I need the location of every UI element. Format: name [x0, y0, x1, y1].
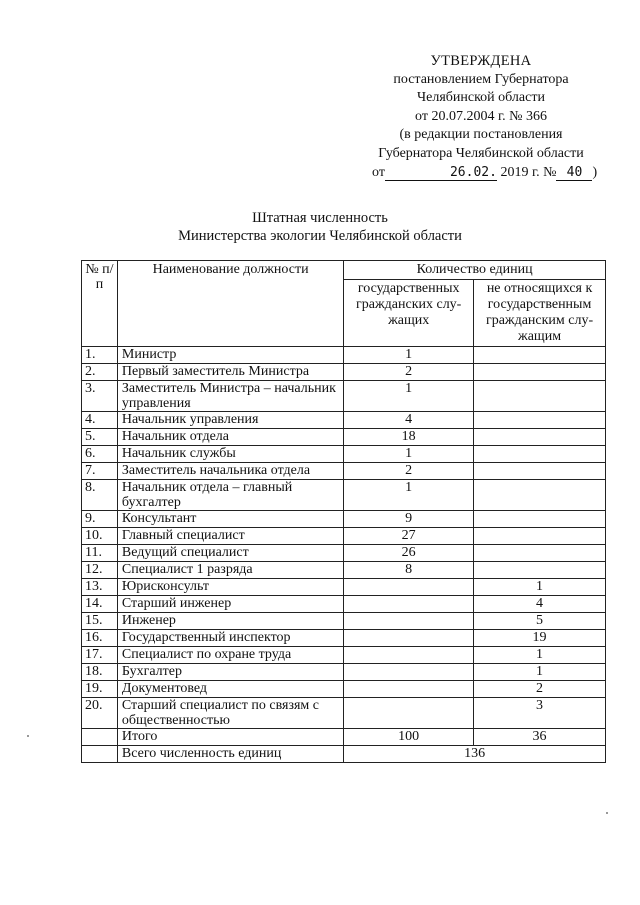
- row-position: Специалист по охране труда: [117, 647, 343, 664]
- row-other-count: 1: [474, 664, 606, 681]
- row-position: Начальник службы: [117, 446, 343, 463]
- row-other-count: [474, 446, 606, 463]
- row-number: 17.: [82, 647, 118, 664]
- table-row: [82, 364, 606, 381]
- empty-cell: [82, 746, 118, 763]
- approval-stamp: [350, 52, 612, 182]
- row-number: 4.: [82, 412, 118, 429]
- row-other-count: [474, 347, 606, 364]
- header-count: Количество единиц: [344, 261, 606, 280]
- row-civil-count: 2: [344, 463, 474, 480]
- document-title: [0, 209, 640, 245]
- date-prefix: от: [372, 164, 385, 180]
- row-number: 2.: [82, 364, 118, 381]
- staff-table: [81, 260, 606, 763]
- amendment-date-field: [385, 165, 497, 181]
- closing-bracket: ): [592, 164, 598, 180]
- grand-total-label: Всего численность единиц: [117, 746, 343, 763]
- row-civil-count: 18: [344, 429, 474, 446]
- header-position: Наименование должности: [117, 261, 343, 347]
- table-row: [82, 647, 606, 664]
- row-other-count: [474, 562, 606, 579]
- amendment-number-field: [556, 165, 592, 181]
- title-line-2: Министерства экологии Челябинской области: [178, 228, 462, 244]
- table-row: [82, 412, 606, 429]
- approval-line: Губернатора Челябинской области: [378, 145, 584, 161]
- table-header-row: [82, 261, 606, 280]
- amendment-date-value: 26.02.: [449, 164, 497, 180]
- row-number: 20.: [82, 698, 118, 729]
- row-number: 18.: [82, 664, 118, 681]
- row-civil-count: 1: [344, 446, 474, 463]
- row-civil-count: 1: [344, 480, 474, 511]
- table-row: [82, 381, 606, 412]
- total-label: Итого: [117, 729, 343, 746]
- row-other-count: 1: [474, 647, 606, 664]
- row-other-count: [474, 463, 606, 480]
- row-position: Заместитель начальника отдела: [117, 463, 343, 480]
- row-number: 9.: [82, 511, 118, 528]
- row-other-count: [474, 511, 606, 528]
- total-civil: 100: [344, 729, 474, 746]
- table-row: [82, 698, 606, 729]
- row-civil-count: 26: [344, 545, 474, 562]
- table-row: [82, 613, 606, 630]
- table-row: [82, 630, 606, 647]
- row-civil-count: 27: [344, 528, 474, 545]
- row-position: Первый заместитель Министра: [117, 364, 343, 381]
- row-position: Начальник управления: [117, 412, 343, 429]
- row-other-count: [474, 480, 606, 511]
- row-other-count: [474, 381, 606, 412]
- row-civil-count: [344, 630, 474, 647]
- approval-line: (в редакции постановления: [399, 127, 563, 143]
- row-number: 19.: [82, 681, 118, 698]
- row-other-count: [474, 545, 606, 562]
- row-number: 13.: [82, 579, 118, 596]
- row-position: Министр: [117, 347, 343, 364]
- row-other-count: 19: [474, 630, 606, 647]
- table-row: [82, 562, 606, 579]
- table-row: [82, 463, 606, 480]
- row-civil-count: 2: [344, 364, 474, 381]
- row-number: 16.: [82, 630, 118, 647]
- table-row: [82, 480, 606, 511]
- row-civil-count: 1: [344, 347, 474, 364]
- approval-line: Челябинской области: [417, 90, 545, 106]
- table-row: [82, 528, 606, 545]
- row-civil-count: [344, 579, 474, 596]
- row-civil-count: 1: [344, 381, 474, 412]
- row-position: Государственный инспектор: [117, 630, 343, 647]
- row-civil-count: [344, 647, 474, 664]
- row-number: 5.: [82, 429, 118, 446]
- grand-total-value: 136: [344, 746, 606, 763]
- row-civil-count: [344, 596, 474, 613]
- row-civil-count: [344, 698, 474, 729]
- row-position: Ведущий специалист: [117, 545, 343, 562]
- row-number: 3.: [82, 381, 118, 412]
- row-position: Юрисконсульт: [117, 579, 343, 596]
- row-number: 11.: [82, 545, 118, 562]
- table-row: [82, 545, 606, 562]
- row-other-count: 5: [474, 613, 606, 630]
- table-row: [82, 664, 606, 681]
- row-civil-count: [344, 664, 474, 681]
- amendment-date-line: [350, 164, 612, 183]
- title-line-1: Штатная численность: [252, 210, 388, 226]
- grand-total-row: [82, 746, 606, 763]
- scan-speck: [606, 812, 608, 814]
- header-non-civil: не относящихся к государственным гражданским слу-жащим: [474, 280, 606, 347]
- row-number: 7.: [82, 463, 118, 480]
- row-other-count: 1: [474, 579, 606, 596]
- table-row: [82, 347, 606, 364]
- row-other-count: [474, 528, 606, 545]
- row-other-count: 3: [474, 698, 606, 729]
- approval-line: постановлением Губернатора: [393, 71, 569, 87]
- row-position: Бухгалтер: [117, 664, 343, 681]
- row-civil-count: [344, 613, 474, 630]
- table-row: [82, 429, 606, 446]
- row-position: Старший инженер: [117, 596, 343, 613]
- row-other-count: [474, 364, 606, 381]
- row-position: Заместитель Министра – начальник управления: [117, 381, 343, 412]
- row-position: Начальник отдела – главный бухгалтер: [117, 480, 343, 511]
- row-civil-count: 8: [344, 562, 474, 579]
- row-position: Инженер: [117, 613, 343, 630]
- row-number: 1.: [82, 347, 118, 364]
- table-row: [82, 681, 606, 698]
- row-position: Консультант: [117, 511, 343, 528]
- row-position: Главный специалист: [117, 528, 343, 545]
- total-row: [82, 729, 606, 746]
- row-number: 8.: [82, 480, 118, 511]
- row-position: Документовед: [117, 681, 343, 698]
- row-civil-count: 9: [344, 511, 474, 528]
- row-number: 15.: [82, 613, 118, 630]
- row-other-count: [474, 412, 606, 429]
- row-other-count: 4: [474, 596, 606, 613]
- header-civil: государственных гражданских слу-жащих: [344, 280, 474, 347]
- row-number: 12.: [82, 562, 118, 579]
- row-other-count: [474, 429, 606, 446]
- approval-line: от 20.07.2004 г. № 366: [415, 108, 547, 124]
- row-civil-count: [344, 681, 474, 698]
- scan-speck: [27, 735, 29, 737]
- row-civil-count: 4: [344, 412, 474, 429]
- row-position: Старший специалист по связям с общественностью: [117, 698, 343, 729]
- row-position: Специалист 1 разряда: [117, 562, 343, 579]
- year-text: 2019 г. №: [500, 164, 557, 180]
- empty-cell: [82, 729, 118, 746]
- table-row: [82, 446, 606, 463]
- row-position: Начальник отдела: [117, 429, 343, 446]
- row-other-count: 2: [474, 681, 606, 698]
- row-number: 6.: [82, 446, 118, 463]
- table-row: [82, 596, 606, 613]
- amendment-number-value: 40: [566, 164, 583, 180]
- header-num: № п/п: [82, 261, 118, 347]
- row-number: 10.: [82, 528, 118, 545]
- approval-heading: УТВЕРЖДЕНА: [430, 53, 532, 69]
- table-row: [82, 579, 606, 596]
- row-number: 14.: [82, 596, 118, 613]
- total-other: 36: [474, 729, 606, 746]
- table-row: [82, 511, 606, 528]
